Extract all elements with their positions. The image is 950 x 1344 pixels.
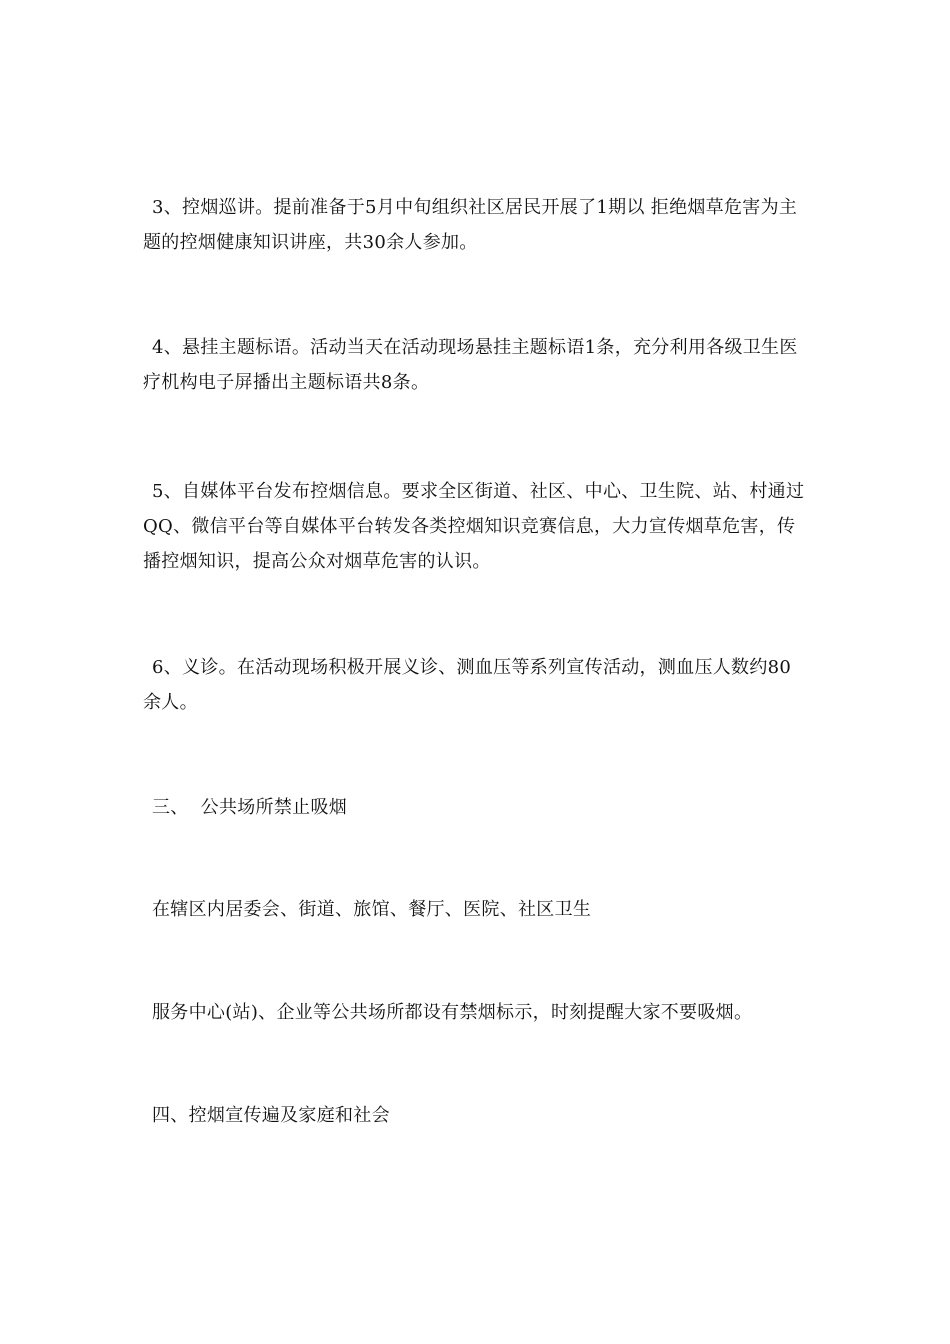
section-heading-3: 三、 公共场所禁止吸烟 [152, 797, 348, 818]
section-3-paragraph-2: 服务中心(站)、企业等公共场所都设有禁烟标示，时刻提醒大家不要吸烟。 [152, 1002, 753, 1023]
paragraph-item-3: 3、控烟巡讲。提前准备于5月中旬组织社区居民开展了1期以 拒绝烟草危害为主题的控烟健康知识讲座，共30余人参加。 [143, 197, 798, 253]
section-3-paragraph-1: 在辖区内居委会、街道、旅馆、餐厅、医院、社区卫生 [152, 899, 592, 920]
paragraph-item-4: 4、悬挂主题标语。活动当天在活动现场悬挂主题标语1条，充分利用各级卫生医疗机构电子屏播出主题标语共8条。 [143, 337, 798, 393]
section-heading-4: 四、控烟宣传遍及家庭和社会 [152, 1105, 390, 1126]
paragraph-item-5: 5、自媒体平台发布控烟信息。要求全区街道、社区、中心、卫生院、站、村通过QQ、微信平台等自媒体平台转发各类控烟知识竞赛信息，大力宣传烟草危害，传播控烟知识，提高公众对烟草危害的认识。 [143, 481, 805, 572]
paragraph-item-6: 6、义诊。在活动现场积极开展义诊、测血压等系列宣传活动，测血压人数约80余人。 [143, 657, 792, 713]
